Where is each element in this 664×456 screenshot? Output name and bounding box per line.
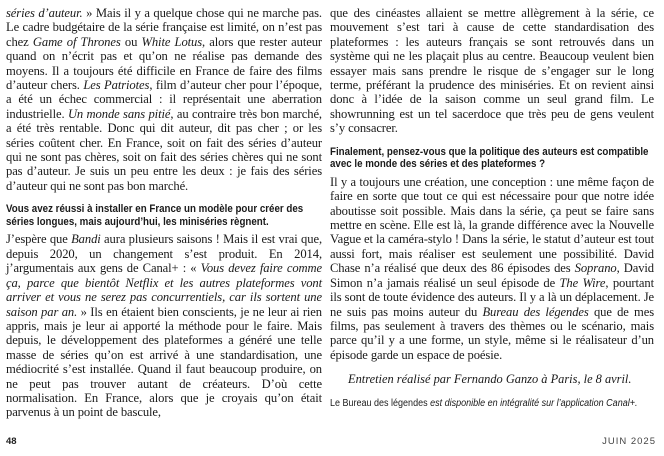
italic-text-run: White Lotus [141, 34, 203, 49]
availability-note [330, 398, 654, 410]
body-paragraph [330, 175, 654, 362]
text-run: » Mais il y a quelque chose qui ne marche pas. Le cadre budgétaire de la série française est limité, on n’est pas chez [6, 6, 322, 49]
body-paragraph [6, 6, 322, 193]
text-run: que de mes films, pas seulement à travers des thèmes ou le scénario, mais parce qu’il y a une forme, un style, même si le réalisateur d’un épisode garde un espace de poésie. [330, 304, 655, 362]
text-run: , film d’auteur cher pour l’époque, a été un échec commercial : il représentait une aberration industrielle. [6, 78, 322, 121]
text-run: , au contraire très bon marché, a été très rentable. Donc qui dit auteur, dit pas cher ; or les séries coûtent cher. En France, soit on fait des séries d’auteur qui ne sont pas chères, soit on fait des séries chères qui ne sont pas d’auteur. Je suis un peu entre les deux : je fais des séries d’auteur qui ne sont pas bon marché. [6, 106, 322, 193]
text-run: J’espère que [6, 232, 72, 247]
interview-credit: Entretien réalisé par Fernando Ganzo à Paris, le 8 avril. [348, 372, 632, 387]
interview-question: Finalement, pensez-vous que la politique des auteurs est compatible avec le monde des séries et des plateformes ? [330, 145, 649, 171]
italic-text-run: Soprano [574, 261, 617, 276]
text-run: Il y a toujours une création, une conception : une même façon de faire en sorte que tout ce qui est nécessaire pour que notre idée aboutisse soit possible. Mais dans la série, ça peut se faire sans mettre en scène. Elle est là, la grande différence avec la Nouvelle Vague et la caméra-stylo ! Dans la série, le statut d’auteur est tout aussi fort, mais réaliser est seulement une possibilité. David Chase n’a réalisé que deux des 86 épisodes des [330, 174, 654, 276]
text-run: , pourtant ils sont de toute évidence des auteurs. Il y a là un déplacement. Je ne suis pas moins auteur du [330, 275, 654, 319]
text-run: ou [120, 34, 142, 49]
body-paragraph [330, 6, 654, 136]
text-run: » Ils en étaient bien conscients, je ne leur ai rien appris, mais je leur ai apporté la méthode pour le faire. Mais depuis, le développement des plateformes a généré une telle masse de séries qu’on est arrivé à une standardisation, une médiocrité s’est installée. Quand il faut beaucoup produire, on ne peut pas trouver autant de créateurs. D’où cette normalisation. En France, alors que je croyais qu’on était parvenus à un point de bascule, [6, 304, 322, 420]
interview-question: Vous avez réussi à installer en France un modèle pour créer des séries longues, mais aujourd’hui, les miniséries règnent. [6, 203, 304, 228]
italic-text-run: The Wire [559, 275, 606, 290]
italic-text-run: séries d’auteur. [6, 6, 83, 20]
text-run: aura plusieurs saisons ! Mais il est vrai que, depuis 2020, un changement s’est produit. En 2014, j’argumentais aux gens de Canal+ : « [6, 232, 322, 276]
italic-text-run: Bureau des légendes [482, 304, 589, 319]
italic-text-run: Les Patriotes [83, 78, 150, 93]
italic-text-run: Un monde sans pitié [67, 106, 171, 121]
text-run: , alors que rester auteur quand on n’écrit pas et qu’on ne réalise pas demande des moyens. Il a toujours été difficile en France de faire des films d’auteur chers. [6, 34, 322, 93]
issue-date: JUIN 2025 [602, 436, 656, 447]
page-number: 48 [6, 436, 17, 447]
italic-text-run: est disponible en intégralité sur l’application Canal+. [427, 398, 638, 410]
text-run: Le Bureau des légendes [330, 398, 428, 410]
body-paragraph [6, 232, 322, 419]
text-run: , David Simon n’a jamais réalisé un seul épisode de [330, 261, 655, 290]
italic-text-run: Game of Thrones [32, 34, 121, 49]
text-run: que des cinéastes allaient se mettre allègrement à la série, ce mouvement s’est tari à cause de cette standardisation des plateformes : les auteurs français se sont retrouvés dans un système qui ne les plaçait plus au centre. Beaucoup veulent bien essayer mais sans prendre le risque de s’engager sur le long terme, préférant la prudence des miniséries. Et on revient ainsi donc à l’idée de la saison comme un seul grand film. Le showrunning est un tel sacerdoce que très peu de gens veulent s’y consacrer. [330, 6, 654, 136]
right-column [330, 6, 654, 410]
left-column [6, 6, 322, 420]
italic-text-run: Bandi [71, 232, 101, 247]
italic-text-run: Vous devez faire comme ça, parce que bientôt Netflix et les autres plateformes vont arriver et vous ne serez pas concurrentiels, car ils sortent une saison par an. [6, 261, 322, 319]
